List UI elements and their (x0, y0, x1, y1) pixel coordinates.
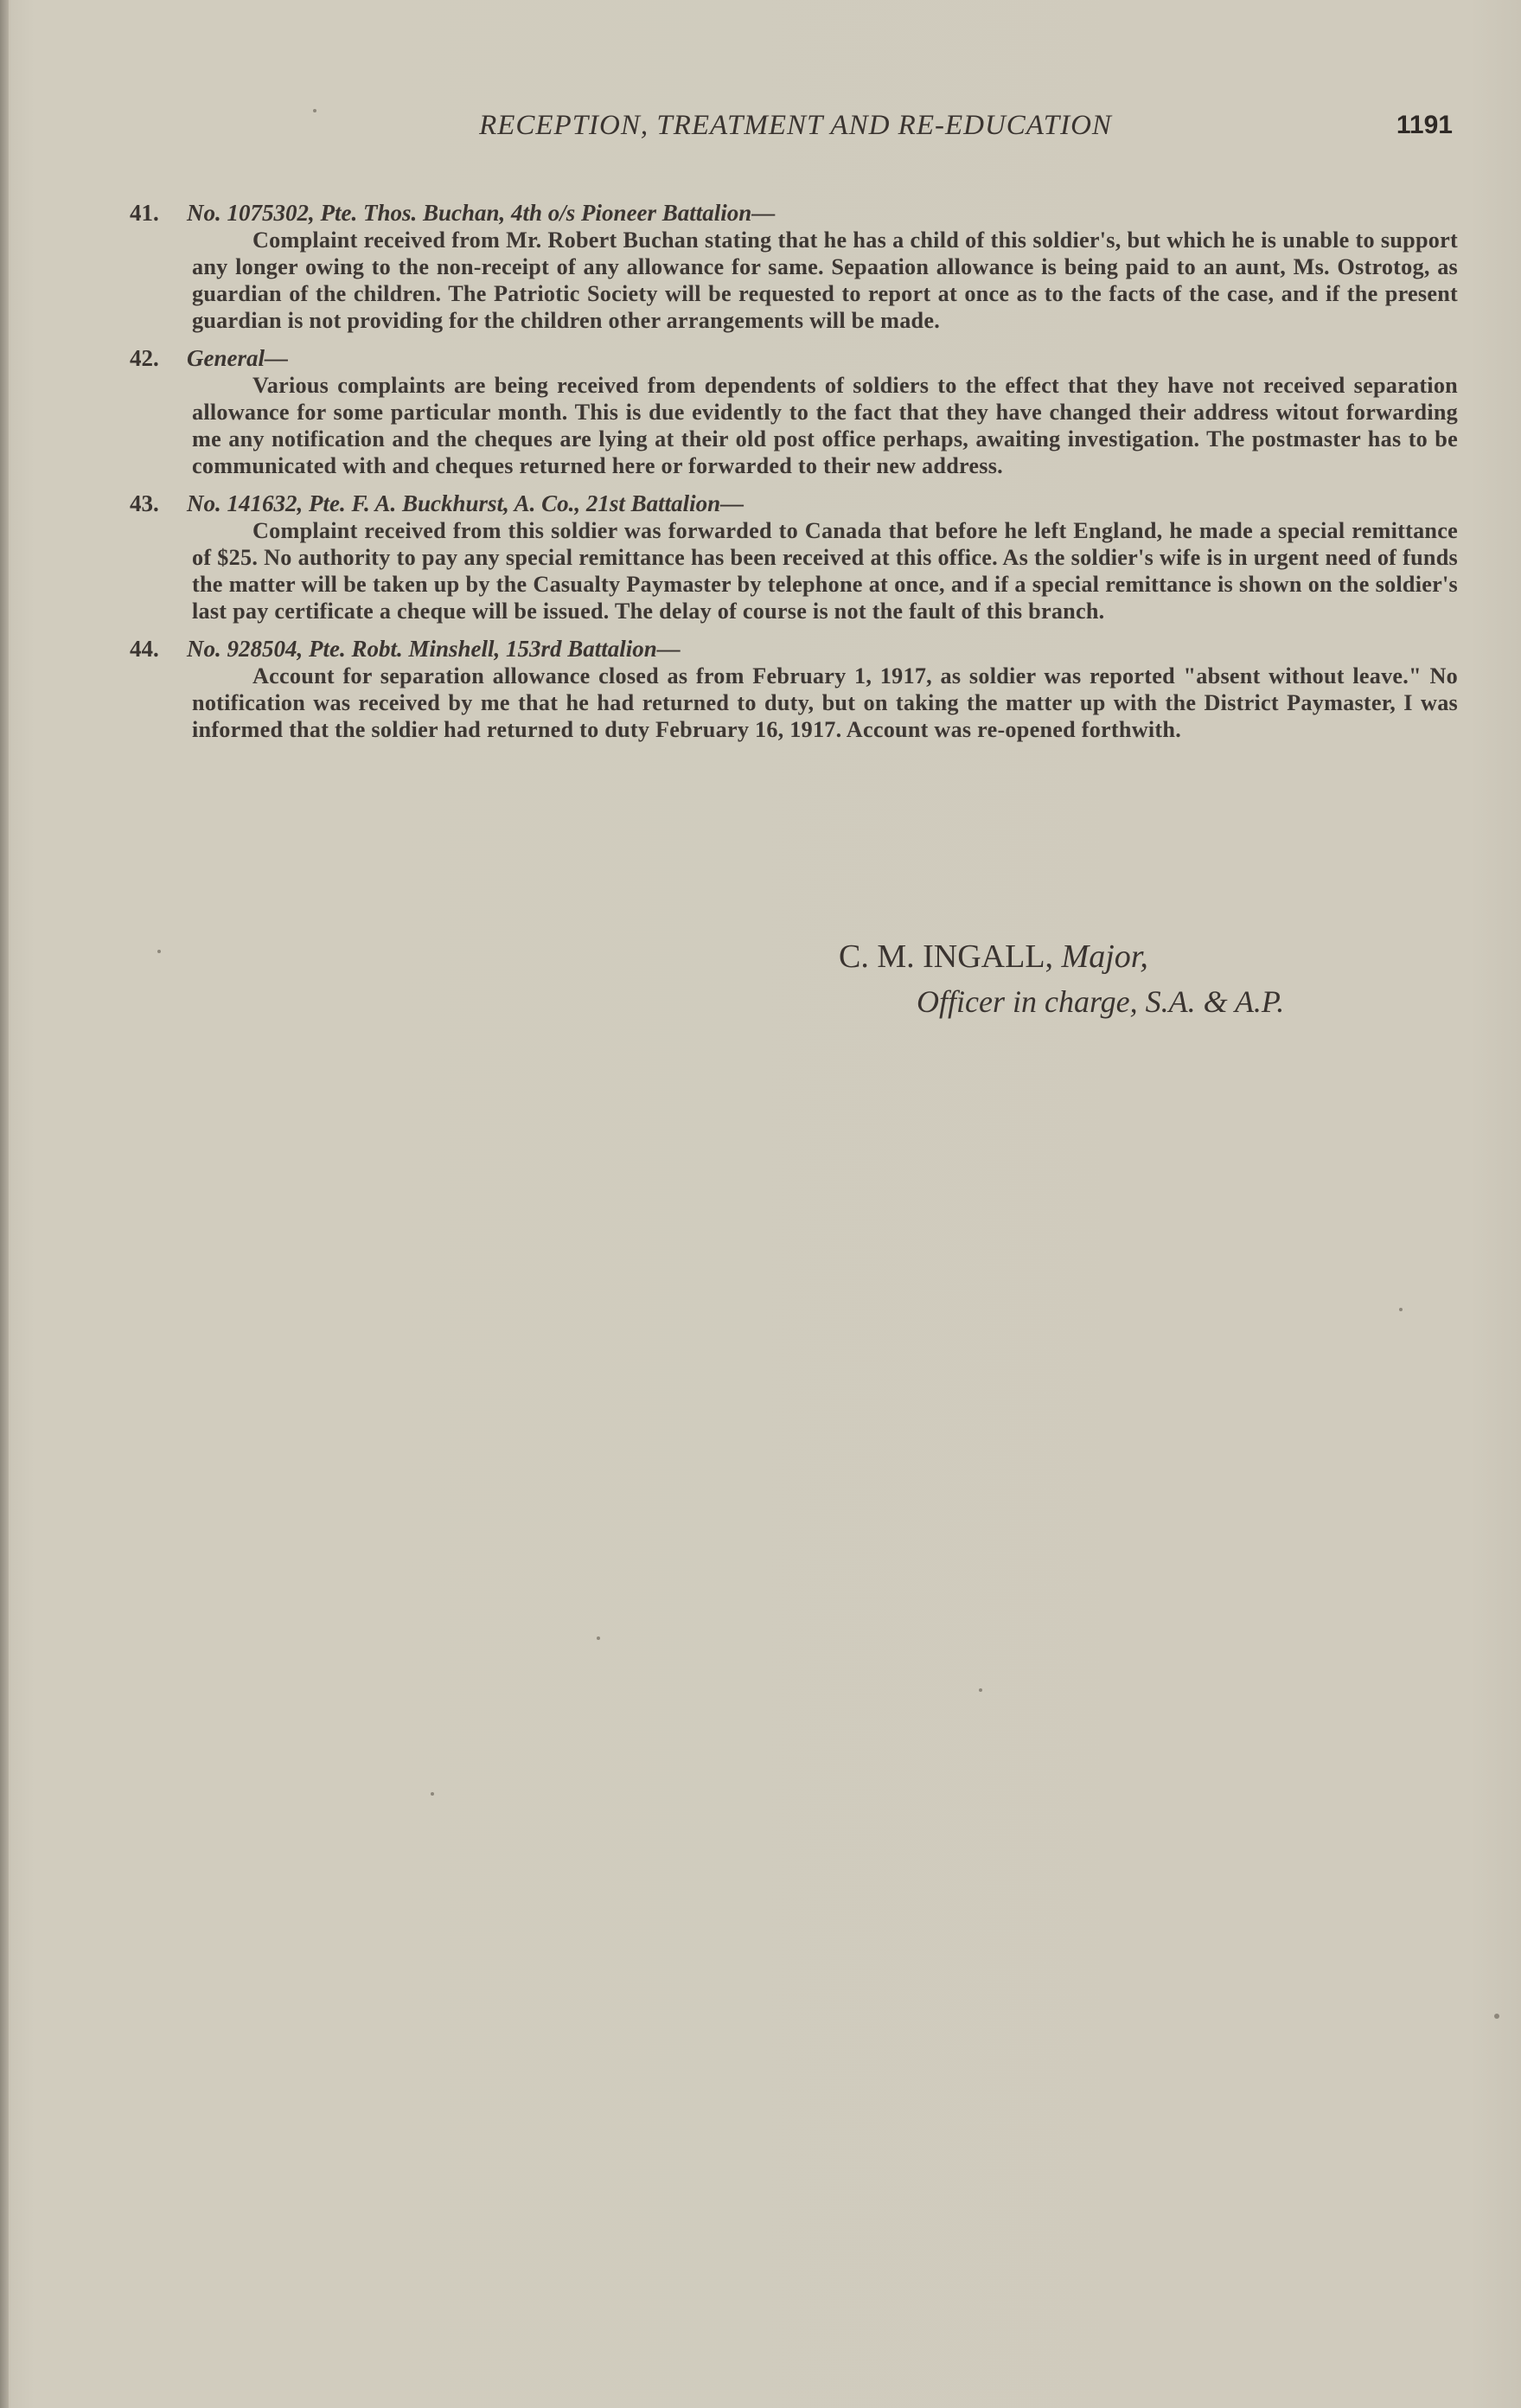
signatory-name: C. M. INGALL, (839, 938, 1054, 975)
item-number: 42. (130, 345, 159, 371)
paper-speck (431, 1792, 434, 1796)
report-item-43 (130, 490, 1458, 624)
page-number: 1191 (1396, 111, 1453, 139)
signatory-rank: Major, (1061, 938, 1148, 975)
item-number: 41. (130, 200, 159, 226)
item-heading (130, 199, 1458, 227)
paper-speck (157, 950, 161, 953)
signatory-office: Officer in charge, S.A. & A.P. (917, 984, 1285, 1019)
item-title: General— (187, 345, 288, 371)
report-item-42 (130, 344, 1458, 479)
item-title: No. 141632, Pte. F. A. Buckhurst, A. Co., 21st Battalion— (187, 490, 745, 516)
report-items (130, 199, 1458, 753)
item-heading (130, 490, 1458, 517)
page-spine-edge (0, 0, 9, 2408)
paper-speck (1399, 1308, 1403, 1311)
paper-speck (1494, 2014, 1499, 2019)
item-number: 43. (130, 490, 159, 516)
running-header: RECEPTION, TREATMENT AND RE-EDUCATION (479, 110, 1112, 141)
report-item-41 (130, 199, 1458, 334)
paper-speck (979, 1688, 982, 1692)
signature-name-line (839, 934, 1461, 979)
item-number: 44. (130, 636, 159, 662)
signature-block (839, 934, 1461, 1024)
report-item-44 (130, 635, 1458, 743)
item-body: Account for separation allowance closed as from February 1, 1917, as soldier was reported "absent without leave." No notification was received by me that he had returned to duty, but on taking the matter up with the District Paymaster, I was informed that the soldier had returned to duty February 16, 1917. Account was re-opened forthwith. (192, 663, 1458, 742)
item-body: Various complaints are being received from dependents of soldiers to the effect that they have not received separation allowance for some particular month. This is due evidently to the fact that they have changed their address witout forwarding me any notification and the cheques are lying at their old post office perhaps, awaiting investigation. The postmaster has to be communicated with and cheques returned here or forwarded to their new address. (192, 373, 1458, 478)
paper-speck (313, 109, 316, 112)
paper-speck (597, 1636, 600, 1640)
item-heading (130, 344, 1458, 372)
item-title: No. 928504, Pte. Robt. Minshell, 153rd Battalion— (187, 636, 681, 662)
item-title: No. 1075302, Pte. Thos. Buchan, 4th o/s Pioneer Battalion— (187, 200, 776, 226)
item-heading (130, 635, 1458, 663)
item-body: Complaint received from this soldier was forwarded to Canada that before he left England, he made a special remittance of $25. No authority to pay any special remittance has been received at this office. As the soldier's wife is in urgent need of funds the matter will be taken up by the Casualty Paymaster by telephone at once, and if a special remittance is shown on the soldier's last pay certificate a cheque will be issued. The delay of course is not the fault of this branch. (192, 518, 1458, 624)
item-body: Complaint received from Mr. Robert Buchan stating that he has a child of this soldier's, but which he is unable to support any longer owing to the non-receipt of any allowance for same. Sepaation allowance is being paid to an aunt, Ms. Ostrotog, as guardian of the children. The Patriotic Society will be requested to report at once as to the facts of the case, and if the present guardian is not providing for the children other arrangements will be made. (192, 227, 1458, 333)
